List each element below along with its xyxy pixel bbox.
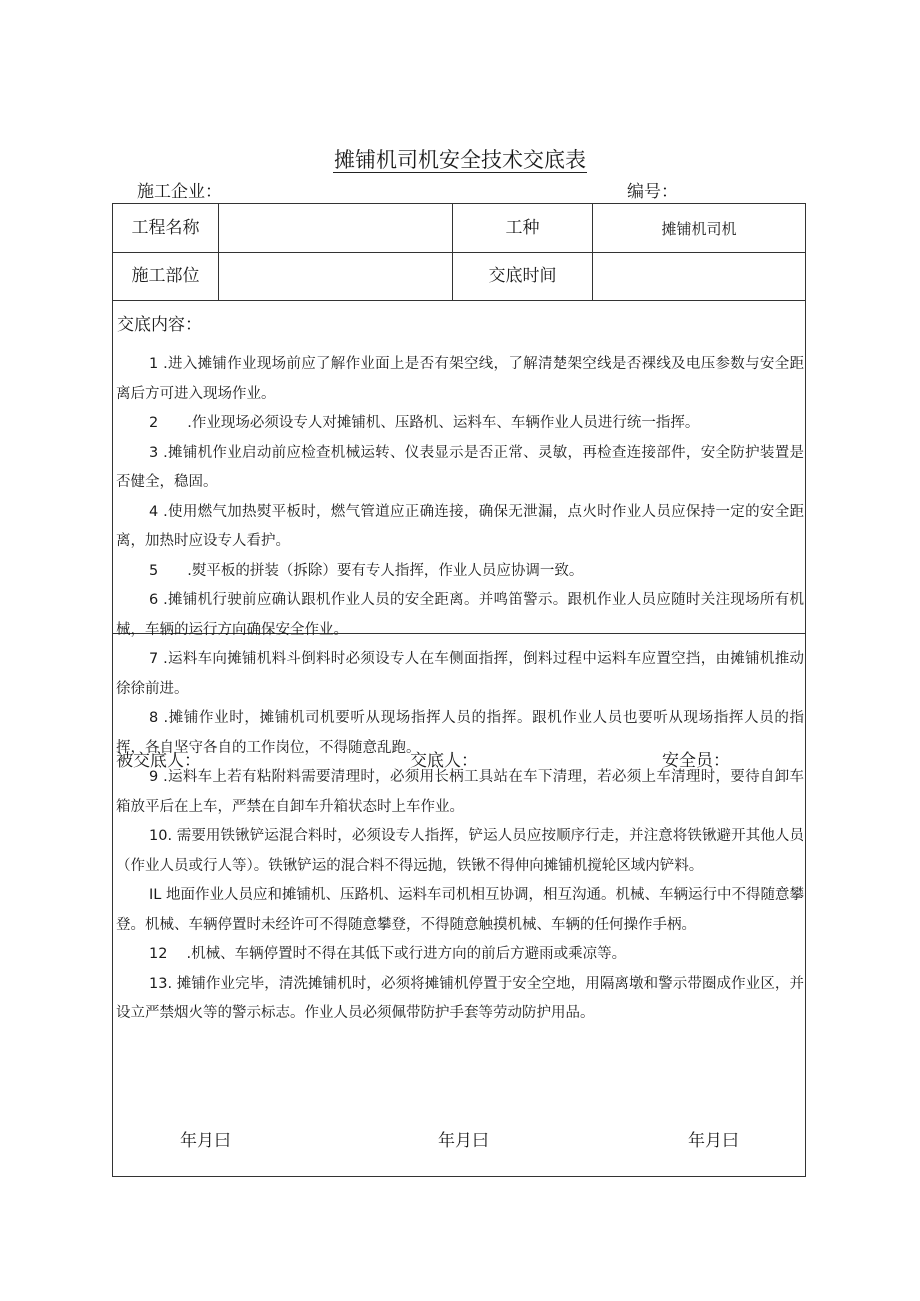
project-name-label: 工程名称 bbox=[131, 218, 200, 238]
row-divider bbox=[113, 300, 805, 301]
work-type-label: 工种 bbox=[505, 218, 540, 238]
receiver-label: 被交底人： bbox=[116, 751, 201, 771]
safety-officer-label: 安全员： bbox=[662, 751, 730, 771]
row-divider bbox=[113, 252, 805, 253]
list-item: 1 .进入摊铺作业现场前应了解作业面上是否有架空线，了解清楚架空线是否裸线及电压参数与安全距离后方可进入现场作业。 bbox=[116, 356, 804, 402]
column-divider bbox=[218, 204, 219, 300]
briefer-date: 年月曰 bbox=[438, 1131, 489, 1151]
page-title bbox=[0, 146, 920, 174]
content-label: 交底内容： bbox=[117, 315, 202, 335]
work-type-value[interactable]: 摊铺机司机 bbox=[661, 220, 737, 238]
list-item: 8 .摊铺作业时，摊铺机司机要听从现场指挥人员的指挥。跟机作业人员也要听从现场指挥人员的指挥，各自坚守各自的工作岗位，不得随意乱跑。 bbox=[116, 710, 804, 756]
list-item: 12 .机械、车辆停置时不得在其低下或行进方向的前后方避雨或乘凉等。 bbox=[149, 946, 627, 962]
content-list bbox=[116, 350, 804, 1029]
list-item: 6 .摊铺机行驶前应确认跟机作业人员的安全距离。并鸣笛警示。跟机作业人员应随时关注现场所有机械，车辆的运行方向确保安全作业。 bbox=[116, 592, 804, 638]
list-item: 2 .作业现场必须设专人对摊铺机、压路机、运料车、车辆作业人员进行统一指挥。 bbox=[149, 415, 700, 431]
briefing-form bbox=[112, 203, 806, 1177]
list-item: 4 .使用燃气加热熨平板时，燃气管道应正确连接，确保无泄漏，点火时作业人员应保持一定的安全距离，加热时应设专人看护。 bbox=[116, 503, 804, 549]
list-item: IL 地面作业人员应和摊铺机、压路机、运料车司机相互协调，相互沟通。机械、车辆运行中不得随意攀登。机械、车辆停置时未经许可不得随意攀登，不得随意触摸机械、车辆的任何操作手柄。 bbox=[116, 887, 804, 933]
briefer-label: 交底人： bbox=[410, 751, 478, 771]
location-label: 施工部位 bbox=[131, 266, 200, 286]
safety-officer-date: 年月曰 bbox=[688, 1131, 739, 1151]
list-item: 13. 摊铺作业完毕，清洗摊铺机时，必须将摊铺机停置于安全空地，用隔离墩和警示带圈成作业区，并设立严禁烟火等的警示标志。作业人员必须佩带防护手套等劳动防护用品。 bbox=[116, 975, 804, 1021]
list-item: 5 .熨平板的拼装（拆除）要有专人指挥，作业人员应协调一致。 bbox=[149, 562, 584, 579]
list-item: 10. 需要用铁锹铲运混合料时，必须设专人指挥，铲运人员应按顺序行走，并注意将铁锹避开其他人员（作业人员或行人等）。铁锹铲运的混合料不得远抛，铁锹不得伸向摊铺机搅轮区域内铲料。 bbox=[116, 828, 804, 874]
list-item: 3 .摊铺机作业启动前应检查机械运转、仪表显示是否正常、灵敏，再检查连接部件，安全防护装置是否健全，稳固。 bbox=[116, 444, 804, 490]
list-item: 9 .运料车上若有粘附料需要清理时，必须用长柄工具站在车下清理，若必须上车清理时，要待自卸车箱放平后在上车，严禁在自卸车升箱状态时上车作业。 bbox=[116, 769, 804, 815]
list-item: 7 .运料车向摊铺机料斗倒料时必须设专人在车侧面指挥，倒料过程中运料车应置空挡，由摊铺机推动徐徐前进。 bbox=[116, 651, 804, 697]
number-label: 编号： bbox=[627, 182, 678, 202]
receiver-date: 年月曰 bbox=[180, 1131, 231, 1151]
company-label: 施工企业： bbox=[137, 182, 222, 202]
title-text: 摊铺机司机安全技术交底表 bbox=[334, 148, 586, 172]
briefing-time-label: 交底时间 bbox=[488, 266, 557, 286]
